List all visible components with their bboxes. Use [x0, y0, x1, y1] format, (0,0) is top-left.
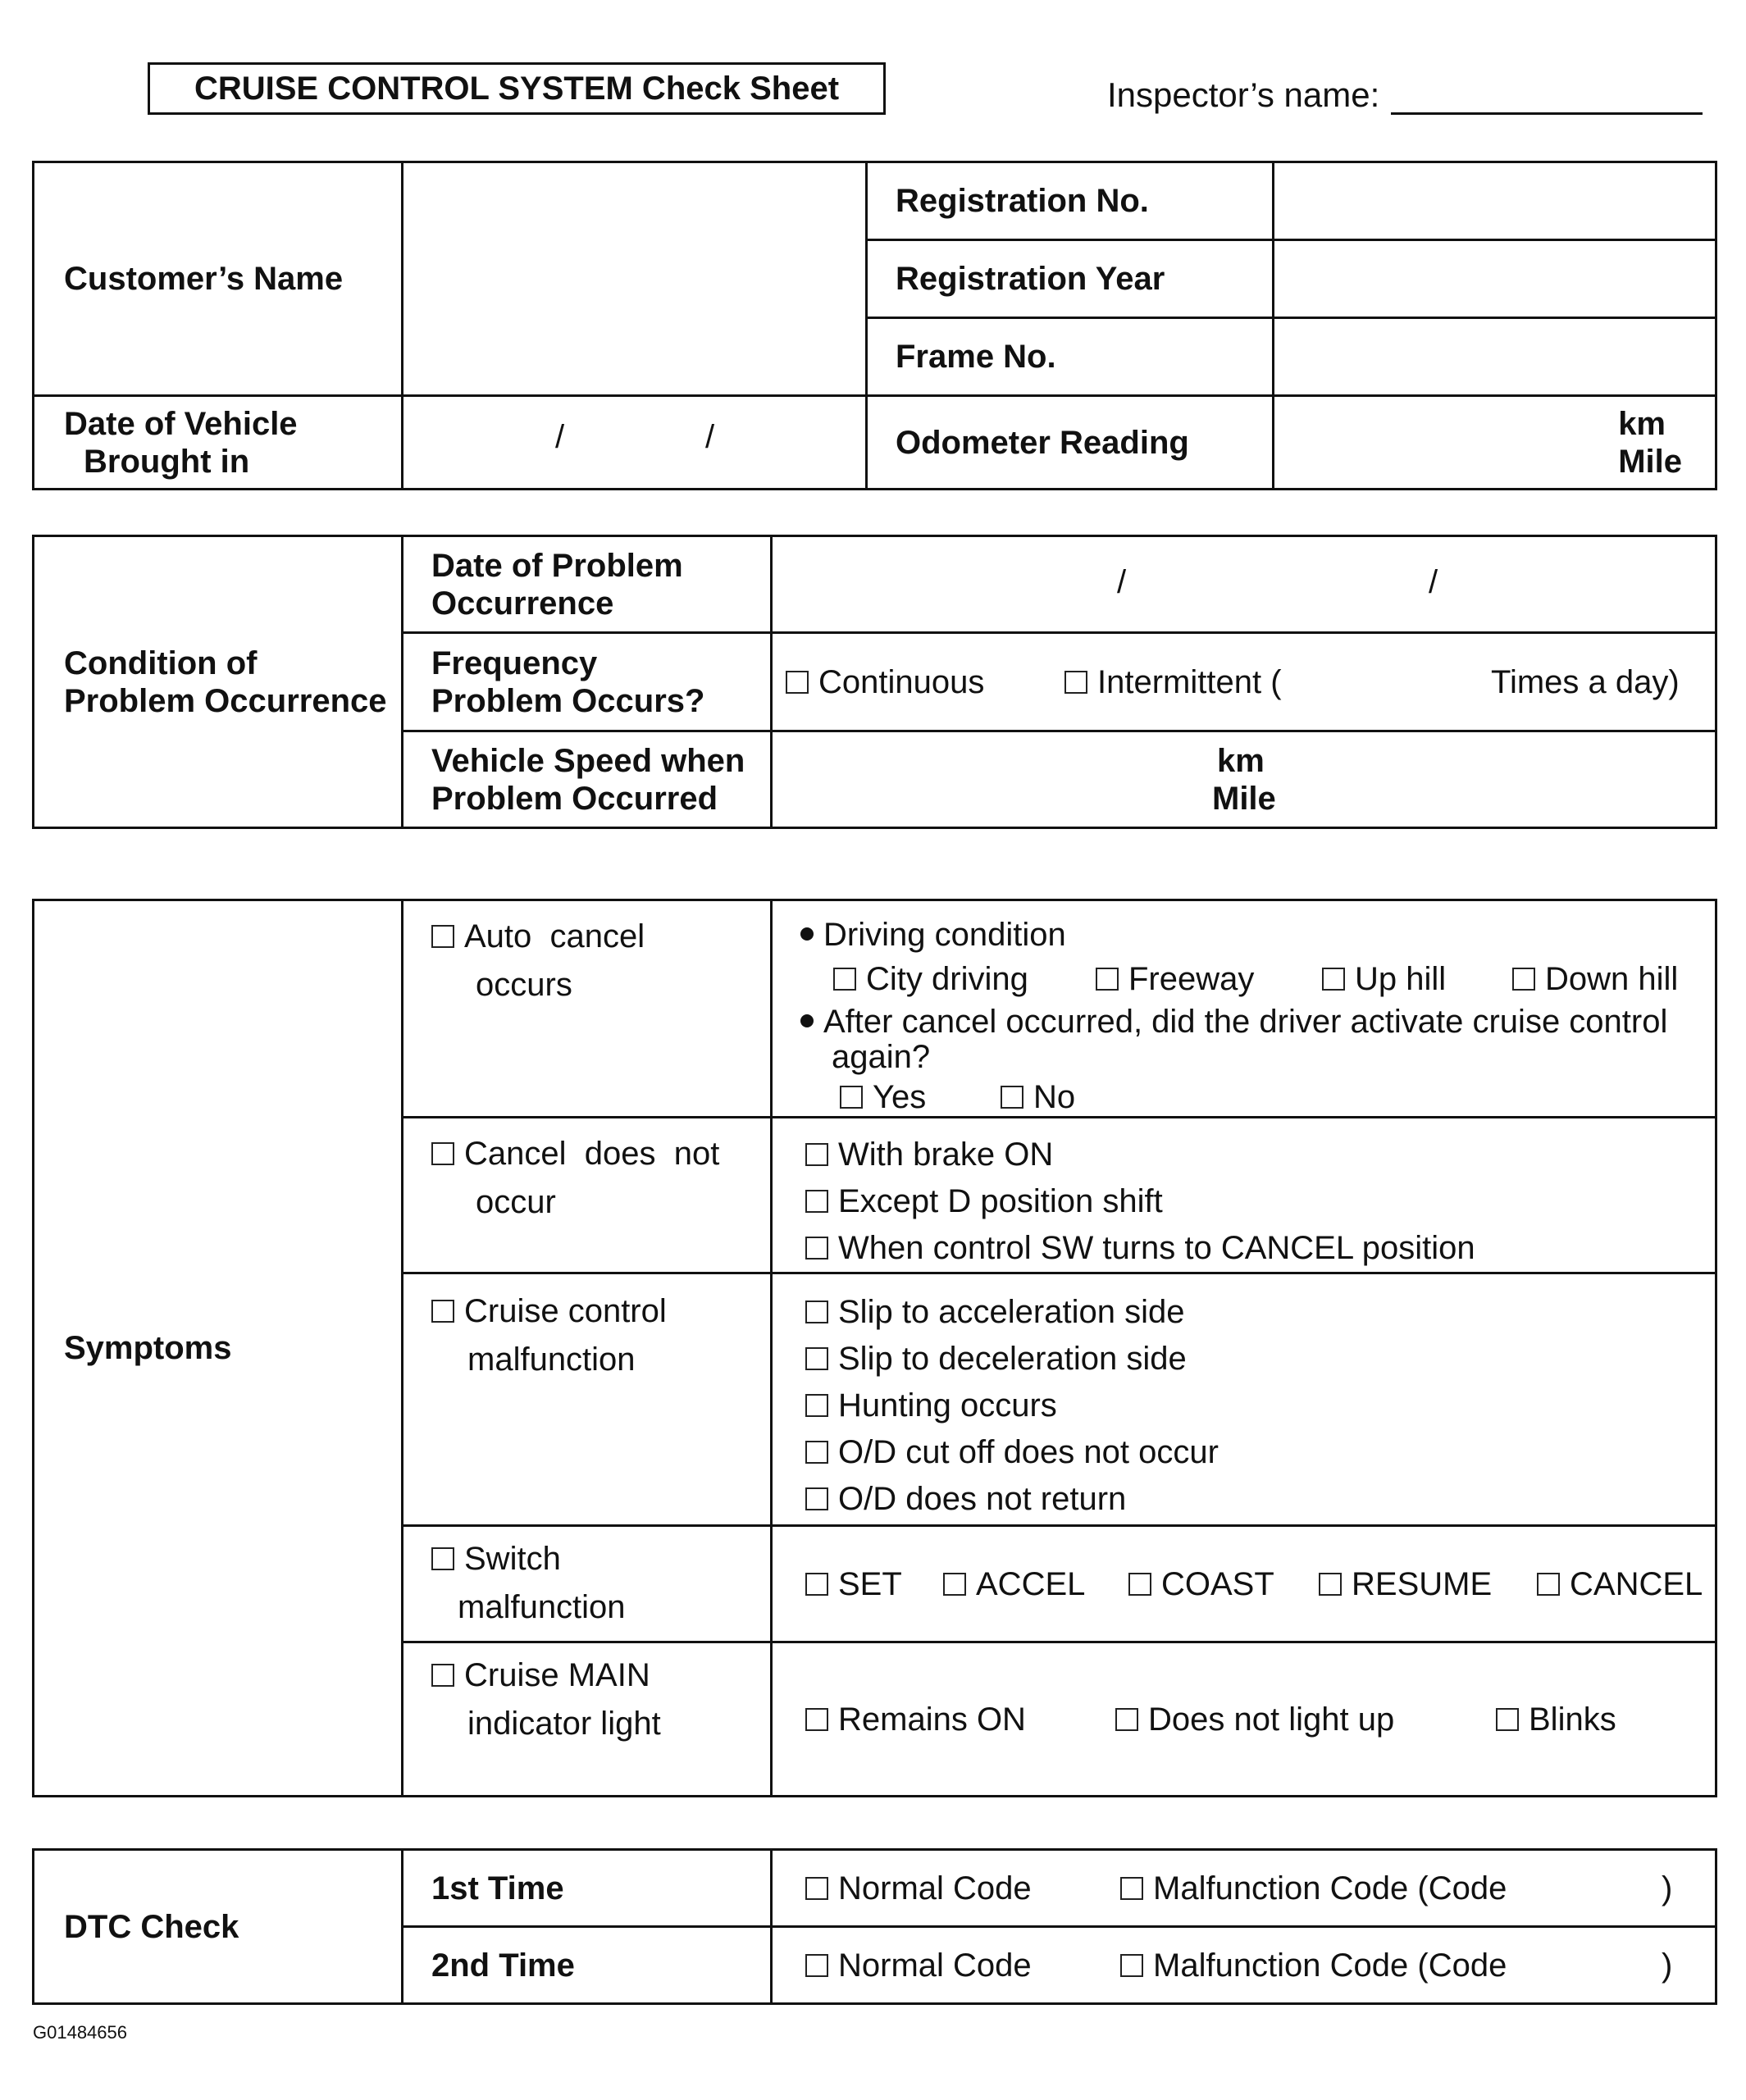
continuous-label: Continuous: [818, 663, 985, 700]
frequency-continuous[interactable]: [786, 663, 1064, 701]
checkbox-icon[interactable]: [1319, 1573, 1342, 1596]
cancel-question: [800, 1003, 1715, 1041]
option-label: Down hill: [1545, 961, 1679, 997]
condition-table: [32, 535, 1717, 829]
cruise-malfunction-checkbox[interactable]: [431, 1292, 667, 1330]
cruise-malfunction-line2: malfunction: [467, 1342, 636, 1378]
switch-malfunction-line1: Switch: [464, 1541, 561, 1577]
checkbox-icon[interactable]: [1496, 1708, 1519, 1731]
checkbox-icon[interactable]: [805, 1954, 828, 1977]
frequency-options: [772, 633, 1716, 731]
option-label: Hunting occurs: [838, 1387, 1057, 1424]
switch-resume-option[interactable]: [1319, 1565, 1537, 1603]
checkbox-icon[interactable]: [805, 1143, 828, 1166]
checkbox-icon[interactable]: [1115, 1708, 1138, 1731]
registration-year-input[interactable]: [1274, 240, 1716, 318]
option-label: Remains ON: [838, 1701, 1026, 1738]
dtc-first-time-label: 1st Time: [403, 1850, 772, 1927]
checkbox-icon[interactable]: [1537, 1573, 1560, 1596]
frequency-label: [403, 633, 772, 731]
switch-set-option[interactable]: [805, 1565, 943, 1603]
date-brought-in-input[interactable]: [403, 396, 867, 490]
answer-label: Yes: [873, 1079, 927, 1115]
dtc-second-time-options: [772, 1927, 1716, 2004]
option-label: When control SW turns to CANCEL position: [838, 1230, 1475, 1266]
switch-malfunction-cell: [403, 1526, 772, 1642]
dtc-check-label: DTC Check: [34, 1850, 403, 2004]
option-label: Malfunction Code (Code: [1153, 1947, 1507, 1984]
dtc-first-time-options: [772, 1850, 1716, 1927]
option-label: With brake ON: [838, 1137, 1054, 1173]
checkbox-icon[interactable]: [805, 1347, 828, 1370]
checkbox-icon[interactable]: [786, 671, 809, 694]
answer-label: No: [1033, 1079, 1076, 1115]
intermittent-label: Intermittent (: [1097, 663, 1282, 700]
checkbox-icon[interactable]: [1096, 968, 1119, 991]
option-label: SET: [838, 1565, 902, 1602]
checkbox-icon[interactable]: [1120, 1954, 1143, 1977]
date-problem-input[interactable]: [772, 536, 1716, 633]
date-brought-in-label: [34, 396, 403, 490]
frequency-line1: Frequency: [431, 645, 598, 681]
odometer-label: Odometer Reading: [867, 396, 1274, 490]
registration-no-label: Registration No.: [867, 162, 1274, 240]
speed-unit-km: km: [1217, 742, 1265, 779]
option-label: City driving: [866, 961, 1028, 997]
checkbox-icon[interactable]: [1064, 671, 1087, 694]
frequency-intermittent[interactable]: [1064, 663, 1491, 701]
indicator-light-details: [772, 1642, 1716, 1797]
frame-no-label: Frame No.: [867, 318, 1274, 396]
date-brought-line1: Date of Vehicle: [64, 405, 298, 442]
first-malfunction-code-option[interactable]: [1120, 1870, 1662, 1907]
switch-accel-option[interactable]: [943, 1565, 1128, 1603]
inspector-name-label: Inspector’s name:: [1107, 75, 1380, 114]
dtc-check-table: [32, 1848, 1717, 2005]
checkbox-icon[interactable]: [805, 1573, 828, 1596]
cancel-not-occur-checkbox[interactable]: [431, 1135, 719, 1173]
answer-yes[interactable]: [840, 1078, 1001, 1116]
switch-cancel-option[interactable]: [1537, 1565, 1703, 1603]
inspector-name-field: [1107, 75, 1703, 115]
date-problem-line1: Date of Problem: [431, 547, 683, 584]
checkbox-icon[interactable]: [943, 1573, 966, 1596]
dtc-second-time-label: 2nd Time: [403, 1927, 772, 2004]
cancel-not-occur-cell: [403, 1118, 772, 1273]
second-normal-code-option[interactable]: [805, 1947, 1120, 1984]
driving-condition-options: [800, 960, 1715, 998]
auto-cancel-line1: Auto cancel: [464, 918, 645, 954]
vehicle-speed-line2: Problem Occurred: [431, 780, 718, 817]
option-label: Does not light up: [1148, 1701, 1395, 1738]
option-label: Freeway: [1128, 961, 1255, 997]
option-label: CANCEL: [1570, 1565, 1703, 1602]
with-brake-on-option[interactable]: [805, 1132, 1053, 1178]
checkbox-icon[interactable]: [1001, 1086, 1023, 1109]
date-slash-2: /: [705, 418, 715, 455]
cruise-malfunction-cell: [403, 1273, 772, 1526]
first-normal-code-option[interactable]: [805, 1870, 1120, 1907]
option-label: O/D cut off does not occur: [838, 1434, 1219, 1470]
switch-coast-option[interactable]: [1128, 1565, 1319, 1603]
option-label: COAST: [1161, 1565, 1274, 1602]
checkbox-icon[interactable]: [805, 1301, 828, 1323]
driving-condition-label: Driving condition: [823, 917, 1066, 953]
indicator-light-checkbox[interactable]: [431, 1656, 650, 1694]
except-d-position-option[interactable]: [805, 1178, 1163, 1224]
vehicle-speed-line1: Vehicle Speed when: [431, 742, 745, 779]
condition-label-line1: Condition of: [64, 645, 258, 681]
switch-malfunction-checkbox[interactable]: [431, 1540, 561, 1578]
checkbox-icon[interactable]: [1120, 1877, 1143, 1900]
cruise-malfunction-details: [772, 1273, 1716, 1526]
option-label: Slip to deceleration side: [838, 1341, 1187, 1377]
switch-malfunction-details: [772, 1526, 1716, 1642]
vehicle-speed-label: [403, 731, 772, 828]
condition-label: [34, 536, 403, 828]
option-label: Up hill: [1355, 961, 1447, 997]
customer-name-label: Customer’s Name: [34, 162, 403, 396]
checkbox-icon[interactable]: [431, 1300, 454, 1323]
option-label: Slip to acceleration side: [838, 1294, 1185, 1330]
close-paren: ): [1662, 1870, 1673, 1906]
date-problem-line2: Occurrence: [431, 585, 614, 622]
checkbox-icon[interactable]: [431, 1142, 454, 1165]
auto-cancel-cell: [403, 900, 772, 1118]
does-not-light-option[interactable]: [1115, 1701, 1496, 1738]
symptoms-label: Symptoms: [34, 900, 403, 1797]
auto-cancel-line2: occurs: [476, 967, 572, 1003]
odometer-input[interactable]: [1274, 396, 1716, 490]
inspector-name-input[interactable]: [1391, 76, 1703, 115]
date-slash-1: /: [555, 418, 565, 455]
indicator-light-cell: [403, 1642, 772, 1797]
answer-no[interactable]: [1001, 1078, 1075, 1116]
indicator-light-line2: indicator light: [467, 1706, 661, 1742]
problem-date-slash-1: /: [1117, 563, 1127, 600]
option-freeway[interactable]: [1096, 960, 1322, 998]
vehicle-speed-input[interactable]: [772, 731, 1716, 828]
symptoms-table: [32, 899, 1717, 1797]
option-label: Malfunction Code (Code: [1153, 1870, 1507, 1906]
bullet-icon: [800, 1014, 814, 1027]
slip-deceleration-option[interactable]: [805, 1336, 1187, 1382]
condition-label-line2: Problem Occurrence: [64, 682, 387, 719]
frame-no-input[interactable]: [1274, 318, 1716, 396]
option-label: O/D does not return: [838, 1481, 1127, 1517]
option-label: Except D position shift: [838, 1183, 1163, 1219]
date-problem-label: [403, 536, 772, 633]
registration-year-label: Registration Year: [867, 240, 1274, 318]
odometer-unit-mile: Mile: [1618, 443, 1682, 480]
option-label: Blinks: [1529, 1701, 1616, 1738]
speed-unit-mile: Mile: [1212, 780, 1276, 817]
checkbox-icon[interactable]: [1322, 968, 1345, 991]
blinks-option[interactable]: [1496, 1701, 1616, 1738]
checkbox-icon[interactable]: [1512, 968, 1535, 991]
hunting-occurs-option[interactable]: [805, 1383, 1057, 1428]
odometer-unit-km: km: [1618, 405, 1666, 442]
checkbox-icon[interactable]: [431, 1664, 454, 1687]
checkbox-icon[interactable]: [833, 968, 856, 991]
date-brought-line2: Brought in: [84, 443, 250, 480]
checkbox-icon[interactable]: [431, 1547, 454, 1570]
auto-cancel-details: [772, 900, 1716, 1118]
second-malfunction-code-option[interactable]: [1120, 1947, 1662, 1984]
remains-on-option[interactable]: [805, 1701, 1115, 1738]
cancel-question-line1: After cancel occurred, did the driver activate cruise control: [823, 1004, 1668, 1040]
cancel-not-occur-details: [772, 1118, 1716, 1273]
checkbox-icon[interactable]: [805, 1441, 828, 1464]
cancel-not-occur-line1: Cancel does not: [464, 1136, 720, 1172]
checkbox-icon[interactable]: [805, 1190, 828, 1213]
times-a-day-label: Times a day): [1491, 663, 1680, 700]
cancel-question-line2: again?: [832, 1039, 931, 1075]
control-sw-cancel-option[interactable]: [805, 1225, 1475, 1271]
option-up-hill[interactable]: [1322, 960, 1512, 998]
checkbox-icon[interactable]: [805, 1487, 828, 1510]
indicator-light-line1: Cruise MAIN: [464, 1657, 650, 1693]
checkbox-icon[interactable]: [431, 925, 454, 948]
checkbox-icon[interactable]: [840, 1086, 863, 1109]
cancel-not-occur-line2: occur: [476, 1184, 556, 1220]
od-not-return-option[interactable]: [805, 1476, 1126, 1522]
vehicle-info-table: [32, 161, 1717, 490]
option-city-driving[interactable]: [833, 960, 1096, 998]
frequency-line2: Problem Occurs?: [431, 682, 705, 719]
figure-id: G01484656: [33, 2022, 127, 2043]
od-cut-off-option[interactable]: [805, 1429, 1219, 1475]
sheet-title: CRUISE CONTROL SYSTEM Check Sheet: [148, 62, 886, 115]
registration-no-input[interactable]: [1274, 162, 1716, 240]
option-label: RESUME: [1352, 1565, 1493, 1602]
slip-acceleration-option[interactable]: [805, 1289, 1184, 1335]
close-paren: ): [1662, 1947, 1673, 1984]
option-label: ACCEL: [976, 1565, 1086, 1602]
customer-name-input[interactable]: [403, 162, 867, 396]
checkbox-icon[interactable]: [805, 1708, 828, 1731]
cruise-malfunction-line1: Cruise control: [464, 1293, 667, 1329]
switch-malfunction-line2: malfunction: [458, 1589, 626, 1625]
cancel-question-answers: [800, 1078, 1715, 1116]
checkbox-icon[interactable]: [1128, 1573, 1151, 1596]
bullet-icon: [800, 927, 814, 941]
checkbox-icon[interactable]: [805, 1877, 828, 1900]
option-label: Normal Code: [838, 1947, 1032, 1984]
checkbox-icon[interactable]: [805, 1394, 828, 1417]
option-down-hill[interactable]: [1512, 960, 1678, 998]
driving-condition-heading: [800, 916, 1715, 954]
problem-date-slash-2: /: [1429, 563, 1438, 600]
option-label: Normal Code: [838, 1870, 1032, 1906]
auto-cancel-checkbox[interactable]: [431, 918, 645, 955]
checkbox-icon[interactable]: [805, 1237, 828, 1260]
